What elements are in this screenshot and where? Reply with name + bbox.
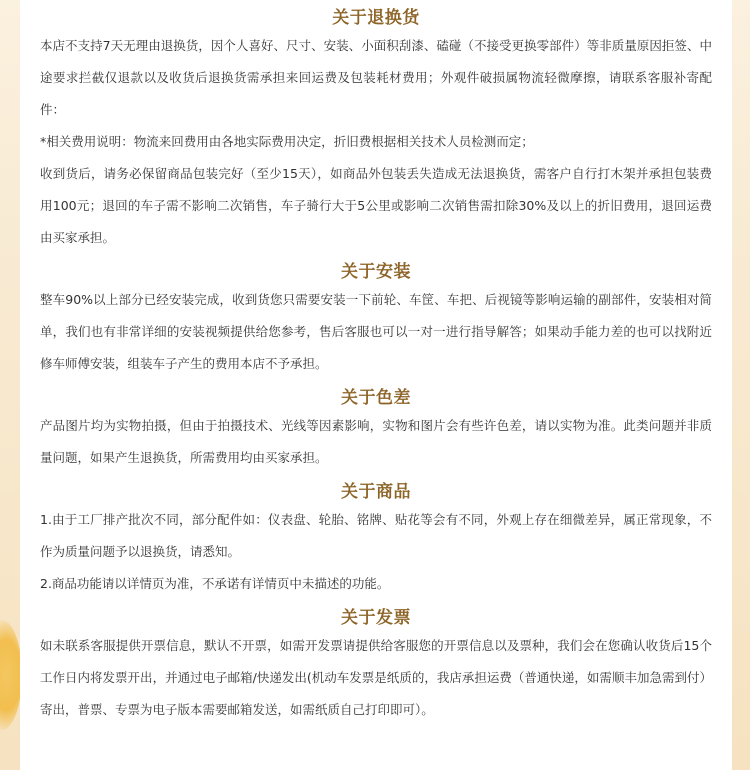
section-title-color: 关于色差 (341, 388, 411, 408)
refund-paragraph-3: 收到货后，请务必保留商品包装完好（至少15天），如商品外包装丢失造成无法退换货，需客户自行打木架并承担包装费用100元；退回的车子需不影响二次销售，车子骑行大于5公里或影响二次销售需扣除30%及以上的折旧费用，退回运费由买家承担。 (40, 166, 712, 245)
policy-panel (20, 0, 732, 770)
product-paragraph-2: 2.商品功能请以详情页为准，不承诺有详情页中未描述的功能。 (40, 576, 390, 591)
decorative-orange-blob (0, 620, 22, 730)
refund-paragraph-2: *相关费用说明：物流来回费用由各地实际费用决定，折旧费根据相关技术人员检测而定； (40, 134, 534, 149)
section-title-product: 关于商品 (341, 482, 411, 502)
refund-paragraph-1: 本店不支持7天无理由退换货，因个人喜好、尺寸、安装、小面积刮漆、磕碰（不接受更换零部件）等非质量原因拒签、中途要求拦截仅退款以及收货后退换货需承担来回运费及包装耗材费用；外观件破损属物流轻微摩擦，请联系客服补寄配件： (40, 38, 712, 117)
section-title-refund: 关于退换货 (332, 8, 420, 28)
install-paragraph-1: 整车90%以上部分已经安装完成，收到货您只需要安装一下前轮、车筐、车把、后视镜等影响运输的副部件，安装相对简单，我们也有非常详细的安装视频提供给您参考，售后客服也可以一对一进行指导解答；如果动手能力差的也可以找附近修车师傅安装，组装车子产生的费用本店不予承担。 (40, 292, 712, 371)
invoice-paragraph-1: 如未联系客服提供开票信息，默认不开票，如需开发票请提供给客服您的开票信息以及票种，我们会在您确认收货后15个工作日内将发票开出，并通过电子邮箱/快递发出(机动车发票是纸质的，我店承担运费（普通快递，如需顺丰加急需到付）寄出，普票、专票为电子版本需要邮箱发送，如需纸质自己打印即可）。 (40, 638, 712, 717)
section-title-invoice: 关于发票 (341, 608, 411, 628)
product-paragraph-1: 1.由于工厂排产批次不同，部分配件如：仪表盘、轮胎、铭牌、贴花等会有不同，外观上存在细微差异，属正常现象，不作为质量问题予以退换货，请悉知。 (40, 512, 712, 559)
color-paragraph-1: 产品图片均为实物拍摄，但由于拍摄技术、光线等因素影响，实物和图片会有些许色差，请以实物为准。此类问题并非质量问题，如果产生退换货，所需费用均由买家承担。 (40, 418, 712, 465)
section-title-install: 关于安装 (341, 262, 411, 282)
